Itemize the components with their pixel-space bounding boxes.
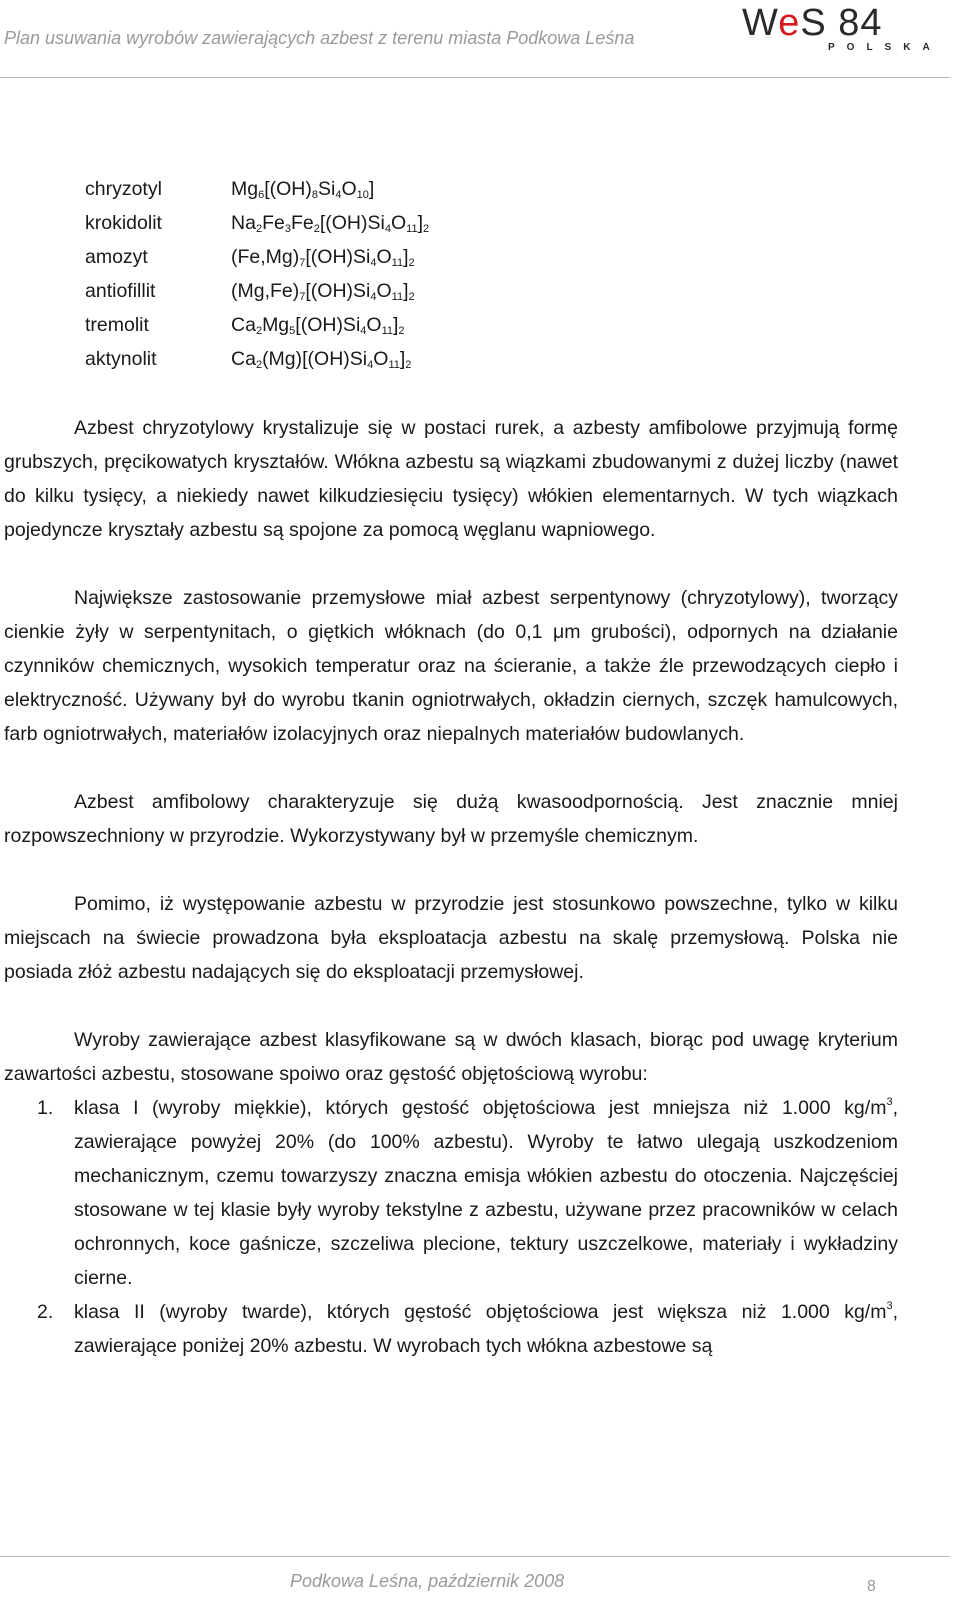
paragraph: Największe zastosowanie przemysłowe miał azbest serpentynowy (chryzotylowy), tworzący cienkie żyły w serpentynitach, o giętkich włóknach (do 0,1 μm grubości), odpornych na działanie czynników chemicznych, wysokich temperatur oraz na ścieranie, a także źle przewodzących ciepło i elektryczność. Używany był do wyrobu tkanin ogniotrwałych, okładzin ciernych, szczęk hamulcowych, farb ogniotrwałych, materiałów izolacyjnych oraz niepalnych materiałów budowlanych. [4, 587, 898, 745]
list-number: 2. [37, 1301, 54, 1323]
list-item: 1. klasa I (wyroby miękkie), których gęstość objętościowa jest mniejsza niż 1.000 $kg/m^3$, zawierające powyżej 20% (do 100% azbestu). Wyroby te łatwo ulegają uszkodzeniom mechanicznym, czemu towarzyszy znaczna emisja włókien azbestu do otoczenia. Najczęściej stosowane w tej klasie były wyroby tekstylne z azbestu, używane przez pracowników w celach ochronnych, koce gaśnicze, szczeliwa plecione, tektury uszczelkowe, materiały i wykładziny cierne. [4, 1091, 898, 1295]
logo-subtitle: POLSKA [828, 42, 942, 53]
page-number: 8 [867, 1578, 876, 1595]
mineral-name: tremolit [85, 314, 149, 336]
document-body [4, 411, 898, 1363]
paragraph: Azbest chryzotylowy krystalizuje się w postaci rurek, a azbesty amfibolowe przyjmują formę grubszych, pręcikowatych kryształów. Włókna azbestu są wiązkami zbudowanymi z dużej liczby (nawet do kilku tysięcy, a niekiedy nawet kilkudziesięciu tysięcy) włókien elementarnych. W tych wiązkach pojedyncze kryształy azbestu są spojone za pomocą węglanu wapniowego. [4, 417, 898, 541]
mineral-formula: $Ca_2Mg_5[(OH)Si_4O_{11}]_2$ [231, 314, 405, 337]
header-divider [0, 77, 950, 78]
paragraph: Azbest amfibolowy charakteryzuje się dużą kwasoodpornością. Jest znacznie mniej rozpowszechniony w przyrodzie. Wykorzystywany był w przemyśle chemicznym. [4, 791, 898, 847]
mineral-name: amozyt [85, 246, 148, 268]
mineral-formula: $Na_2Fe_3Fe_2[(OH)Si_4O_{11}]_2$ [231, 212, 430, 235]
mineral-formula: $Mg_6[(OH)_8Si_4O_{10}]$ [231, 178, 375, 201]
document-header-title: Plan usuwania wyrobów zawierających azbest z terenu miasta Podkowa Leśna [4, 28, 635, 48]
mineral-name: krokidolit [85, 212, 162, 234]
company-logo [742, 2, 942, 54]
mineral-name: chryzotyl [85, 178, 162, 200]
mineral-name: antiofillit [85, 280, 156, 302]
mineral-formula: $(Fe,Mg)_7[(OH)Si_4O_{11}]_2$ [231, 246, 415, 269]
footer-text: Podkowa Leśna, październik 2008 [290, 1571, 565, 1591]
list-item: 2. klasa II (wyroby twarde), których gęstość objętościowa jest większa niż 1.000 $kg/m^3$, zawierające poniżej 20% azbestu. W wyrobach tych włókna azbestowe są [4, 1295, 898, 1363]
footer-divider [0, 1556, 950, 1557]
asbestos-class-list [4, 1091, 898, 1363]
paragraph: Pomimo, iż występowanie azbestu w przyrodzie jest stosunkowo powszechne, tylko w kilku miejscach na świecie prowadzona była eksploatacja azbestu na skalę przemysłową. Polska nie posiada złóż azbestu nadających się do eksploatacji przemysłowej. [4, 893, 898, 983]
paragraph: Wyroby zawierające azbest klasyfikowane są w dwóch klasach, biorąc pod uwagę kryterium zawartości azbestu, stosowane spoiwo oraz gęstość objętościową wyrobu: [4, 1029, 898, 1085]
mineral-name: aktynolit [85, 348, 157, 370]
logo-wordmark: WeS 84 [742, 2, 883, 44]
mineral-formula: $Ca_2(Mg)[(OH)Si_4O_{11}]_2$ [231, 348, 412, 371]
mineral-formula: $(Mg,Fe)_7[(OH)Si_4O_{11}]_2$ [231, 280, 415, 303]
list-number: 1. [37, 1097, 54, 1119]
